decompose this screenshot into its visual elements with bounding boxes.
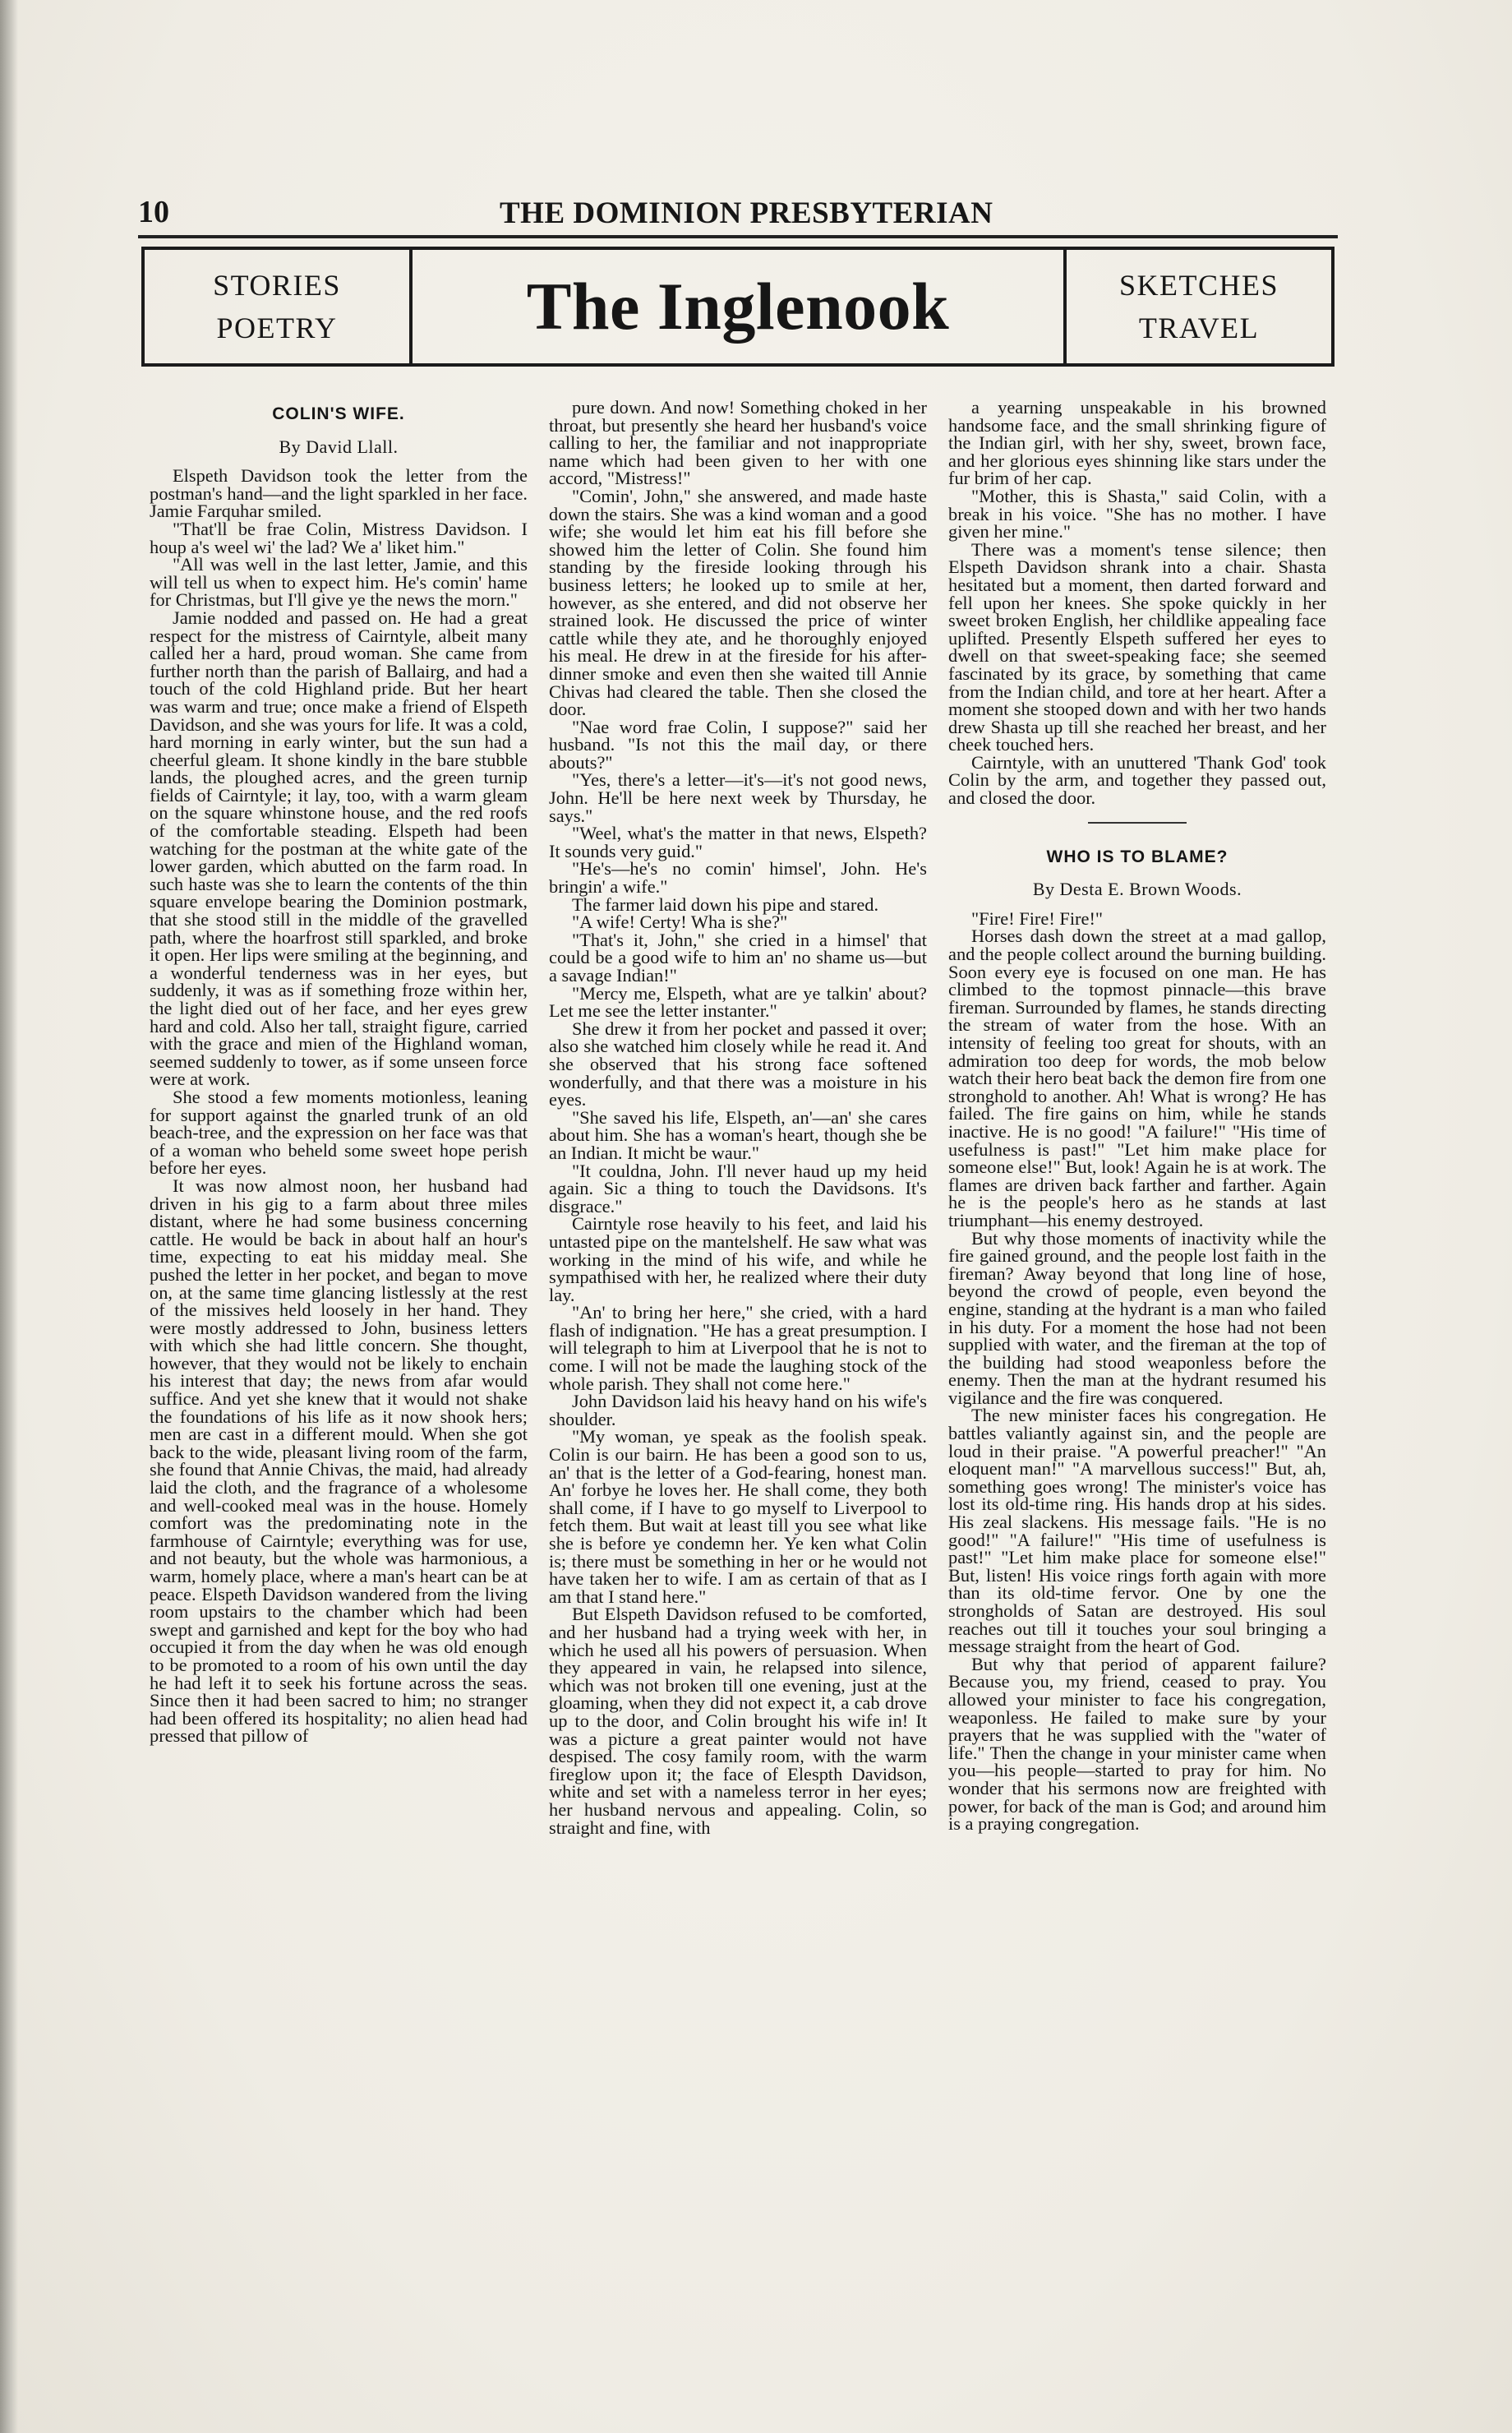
page-edge-shadow [0, 0, 18, 2433]
paragraph: "Mercy me, Elspeth, what are ye talkin' about? Let me see the letter instanter." [549, 982, 927, 1022]
banner-right-box [1063, 250, 1331, 363]
journal-title: THE DOMINION PRESBYTERIAN [500, 196, 993, 230]
paragraph: The farmer laid down his pipe and stared. [572, 893, 879, 915]
story-byline: By Desta E. Brown Woods. [1032, 879, 1242, 900]
paragraph: Horses dash down the street at a mad gallop, and the people collect around the burning building. Soon every eye is focused on one man. He has climbed to the topmost pinnacle—this brave fireman. Surrounded by flames, he stands directing the stream of water from the hose. With an intensity of feeling too great for shouts, with an admiration too deep for words, the mob below watch their hero beat back the demon fire from one stronghold to another. Ah! What is wrong? He has failed. The fire gains on him, while he stands inactive. He is no good! "A failure!" "His time of usefulness is past!" "Let him make place for someone else!" But, look! Again he is at work. The flames are driven back farther and farther. Again he is the people's hero as he stands at last triumphant—his enemy destroyed. [948, 926, 1326, 1230]
banner-label-poetry: POETRY [216, 312, 338, 344]
paragraph: Jamie nodded and passed on. He had a great respect for the mistress of Cairntyle, albeit many called her a hard, proud woman. She came from further north than the parish of Ballairg, and had a touch of the cold Highland pride. But her heart was warm and true; once make a friend of Elspeth Davidson, and she was yours for life. It was a cold, hard morning in early winter, but the sun had a cheerful gleam. It shone kindly in the bare stubble lands, the ploughed acres, and the green turnip fields of Cairntyle; it lay, too, with a warm gleam on the square whinstone house, and the red roofs of the comfortable steading. Elspeth had been watching for the postman at the white gate of the lower garden, which abutted on the farm road. In such haste was she to learn the contents of the thin square envelope bearing the Dominion postmark, that she stood still in the middle of the gravelled path, where the hoarfrost still sparkled, and broke it open. Her lips were smiling at the beginning, and a wonderful tenderness was in her eyes, but suddenly, it was as if something froze within her, the light died out of her face, and her eyes grew hard and cold. Also her tall, straight figure, carried with the grace and mien of the Highland woman, seemed suddenly to tower, as if some unseen force were at work. [150, 607, 528, 1090]
paragraph: "An' to bring her here," she cried, with a hard flash of indignation. "He has a great presumption. I will telegraph to him at Liverpool that he is not to come. I will not be made the laughing stock of the whole parish. They shall not come here." [549, 1302, 927, 1394]
paragraph: "All was well in the last letter, Jamie, and this will tell us when to expect him. He's comin' hame for Christmas, but I'll give ye the news the morn." [150, 554, 528, 611]
paragraph: "That's it, John," she cried in a himsel' that could be a good wife to him an' no shame us—but a savage Indian!" [549, 929, 927, 986]
banner-label-travel: TRAVEL [1138, 312, 1260, 344]
paragraph: The new minister faces his congregation. He battles valiantly against sin, and the people are loud in their praise. "A powerful preacher!" "An eloquent man!" "A marvellous success!" But, ah, something goes wrong! The minister's voice has lost its old-time ring. His hands drop at his sides. His zeal slackens. His message fails. "He is no good!" "A failure!" "His time of usefulness is past!" "Let him make place for someone else!" But, listen! His voice rings forth again with more than its old-time fervor. One by one the strongholds of Satan are destroyed. His soul reaches out till it touches your soul bringing a message straight from the heart of God. [948, 1405, 1326, 1657]
paragraph: But why those moments of inactivity while the fire gained ground, and the people lost faith in the fireman? Away beyond that long line of hose, beyond the crowd of people, even beyond the engine, standing at the hydrant is a man who failed in his duty. For a moment the hose had not been supplied with water, and the fireman at the top of the building had stood weaponless before the enemy. Then the man at the hydrant resumed his vigilance and the fire was conquered. [948, 1227, 1326, 1408]
paragraph: "It couldna, John. I'll never haud up my heid again. Sic a thing to touch the Davidsons. It's disgrace." [549, 1160, 927, 1216]
paragraph: "Fire! Fire! Fire!" [971, 907, 1104, 929]
header-rule [138, 235, 1338, 238]
paragraph: But Elspeth Davidson refused to be comforted, and her husband had a trying week with her, in which he used all his powers of persuasion. When they appeared in vain, he relapsed into silence, which was not broken till one evening, just at the gloaming, when they did not expect it, a cab drove up to the door, and Colin brought his wife in! It was a picture a great painter would not have despised. The cosy family room, with the warm fireglow upon it; the face of Elespth Davidson, white and set with a nameless terror in her eyes; her husband nervous and appealing. Colin, so straight and fine, with [549, 1604, 927, 1838]
paragraph: "He's—he's no comin' himsel', John. He's bringin' a wife." [549, 858, 927, 898]
paragraph: "Mother, this is Shasta," said Colin, with a break in his voice. "She has no mother. I have given her mine." [948, 485, 1326, 542]
running-head [138, 194, 1338, 233]
paragraph: It was now almost noon, her husband had driven in his gig to a farm about three miles distant, where he had some business concerning cattle. He would be back in about half an hour's time, expecting to eat his midday meal. She pushed the letter in her pocket, and began to move on, at the same time glancing listlessly at the rest of the missives held loosely in her hand. They were mostly addressed to John, business letters with which she had little concern. She thought, however, that they would not be likely to enchain his interest that day; the news from afar would suffice. And yet she knew that it would not shake the foundations of his life as it now shook hers; men are cast in a different mould. When she got back to the wide, pleasant living room of the farm, she found that Annie Chivas, the maid, had already laid the cloth, and the fragrance of a wholesome and well-cooked meal was in the house. Homely comfort was the predominating note in the farmhouse of Cairntyle; everything was for use, and not beauty, but the whole was harmonious, a warm, homely place, where a man's heart can be at peace. Elspeth Davidson wandered from the living room upstairs to the chamber which had been swept and garnished and kept for the boy who had occupied it from the day when he was old enough to be promoted to a room of his own until the day he had left it to seek his fortune across the seas. Since then it had been sacred to him; no stranger had been offered its hospitality; no alien head had pressed that pillow of [150, 1175, 528, 1747]
paragraph: "Nae word frae Colin, I suppose?" said her husband. "Is not this the mail day, or there abouts?" [549, 716, 927, 773]
paragraph: She stood a few moments motionless, leaning for support against the gnarled trunk of an old beach-tree, and the expression on her face was that of a woman who beheld some sweet hope perish before her eyes. [150, 1086, 528, 1179]
paragraph: "Yes, there's a letter—it's—it's not good news, John. He'll be here next week by Thursday, he says." [549, 769, 927, 826]
paragraph: "She saved his life, Elspeth, an'—an' she cares about him. She has a woman's heart, though she be an Indian. It micht be waur." [549, 1106, 927, 1163]
story-title: WHO IS TO BLAME? [1046, 847, 1228, 866]
paragraph: John Davidson laid his heavy hand on his wife's shoulder. [549, 1391, 927, 1429]
paragraph: Cairntyle, with an unuttered 'Thank God' took Colin by the arm, and together they passed out, and closed the door. [948, 751, 1326, 809]
paragraph: pure down. And now! Something choked in her throat, but presently she heard her husband's voice calling to her, the familiar and not inappropriate name which had been given to her with one accord, "Mistress!" [549, 397, 927, 489]
banner-label-stories: STORIES [213, 269, 341, 302]
banner-left-box [145, 250, 413, 363]
paragraph: Elspeth Davidson took the letter from the postman's hand—and the light sparkled in her face. Jamie Farquhar smiled. [150, 465, 528, 522]
column-1 [150, 399, 528, 1745]
paragraph: Cairntyle rose heavily to his feet, and laid his untasted pipe on the mantelshelf. He saw what was working in the mind of his wife, and while he sympathised with her, he realized where their duty lay. [549, 1213, 927, 1305]
paragraph: a yearning unspeakable in his browned handsome face, and the small shrinking figure of the Indian girl, with her shy, sweet, brown face, and her glorious eyes shinning like stars under the fur brim of her cap. [948, 397, 1326, 489]
page-number: 10 [138, 195, 169, 229]
story-title: COLIN'S WIFE. [272, 404, 405, 423]
paragraph: "Weel, what's the matter in that news, Elspeth? It sounds very guid." [549, 823, 927, 861]
paragraph: "That'll be frae Colin, Mistress Davidson. I houp a's weel wi' the lad? We a' liket him." [150, 518, 528, 557]
story-divider [1088, 822, 1187, 824]
story-byline: By David Llall. [279, 436, 399, 457]
section-title: The Inglenook [526, 269, 950, 344]
paragraph: But why that period of apparent failure? Because you, my friend, ceased to pray. You allowed your minister to face his congregation, weaponless. He failed to make sure by your prayers that he was supplied with the "water of life." Then the change in your minister came when you—his people—started to pray for him. No wonder that his sermons now are freighted with power, for back of the man is God; and around him is a praying congregation. [948, 1653, 1326, 1835]
paragraph: "Comin', John," she answered, and made haste down the stairs. She was a kind woman and a good wife; she would let him eat his fill before she showed him the letter of Colin. She found him standing by the fireside looking through his business letters; he looked up to smile at her, however, as she entered, and did not observe her strained look. He discussed the price of winter cattle while they ate, and he thoroughly enjoyed his meal. He drew in at the fireside for his after-dinner smoke and even then she waited till Annie Chivas had cleared the table. Then she closed the door. [549, 485, 927, 720]
column-3 [948, 399, 1326, 1833]
banner-label-sketches: SKETCHES [1118, 269, 1279, 302]
section-banner [141, 247, 1335, 367]
paragraph: She drew it from her pocket and passed it over; also she watched him closely while he read it. And she observed that his strong face softened wonderfully, and that there was a moisture in his eyes. [549, 1018, 927, 1110]
paragraph: There was a moment's tense silence; then Elspeth Davidson shrank into a chair. Shasta hesitated but a moment, then darted forward and fell upon her knees. She spoke quickly in her sweet broken English, her childlike appealing face uplifted. Presently Elspeth suffered her eyes to dwell on that sweet-speaking face; she seemed fascinated by its grace, by something that came from the Indian child, and tore at her heart. After a moment she stooped down and with her two hands drew Shasta up till she reached her breast, and her cheek touched hers. [948, 538, 1326, 755]
paragraph: "A wife! Certy! Wha is she?" [572, 912, 788, 933]
paragraph: "My woman, ye speak as the foolish speak. Colin is our bairn. He has been a good son to us, an' that is the letter of a God-fearing, honest man. An' forbye he loves her. He shall come, they both shall come, if I have to go myself to Liverpool to fetch them. But wait at least till you see what like she is before ye condemn her. Ye ken what Colin is; there must be something in her or he would not have taken her to wife. I am as certain of that as I am that I stand here." [549, 1426, 927, 1607]
column-2 [549, 399, 927, 1836]
